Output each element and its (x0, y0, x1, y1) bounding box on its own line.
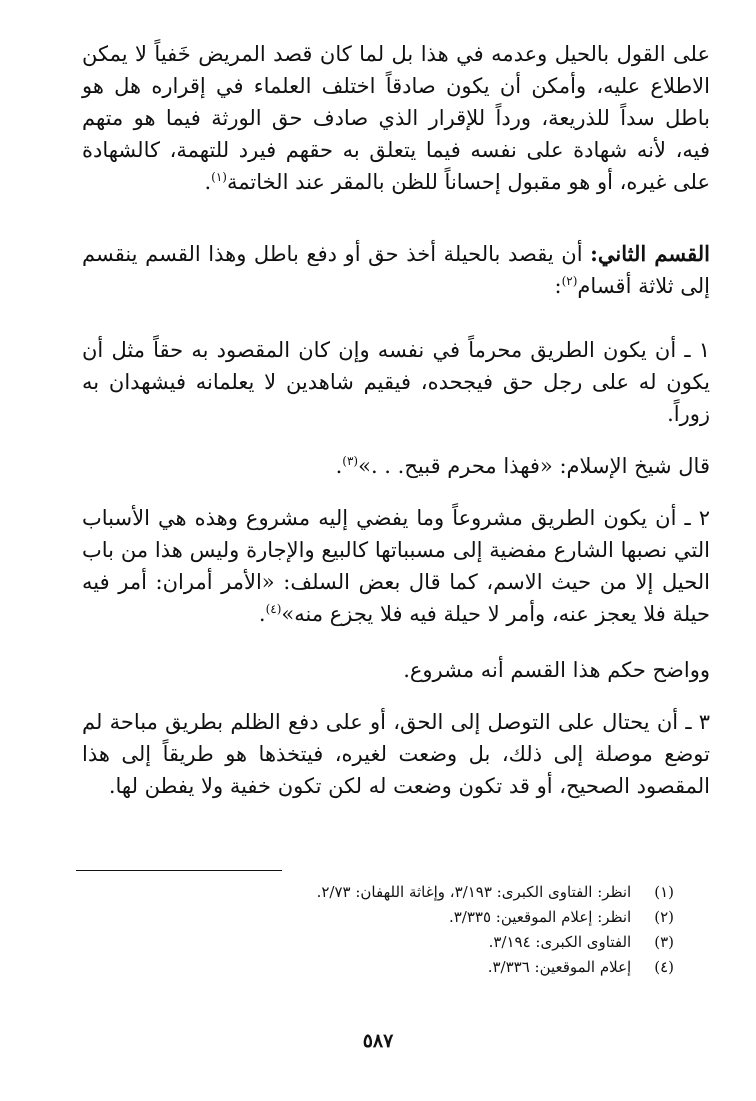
footnotes (200, 880, 674, 980)
paragraph-3 (82, 334, 710, 430)
footnote-ref-1: (١) (211, 170, 227, 184)
footnote-number: (٣) (654, 933, 674, 951)
paragraph-7-text: ٣ ـ أن يحتال على التوصل إلى الحق، أو على دفع الظلم بطريق مباحة لم توضع موصلة إلى ذلك، بل وضعت لغيره، فيتخذها هو طريقاً إلى هذا المقصود الصحيح، أو قد تكون وضعت له لكن تكون خفية ولا يفطن لها. (82, 710, 710, 798)
page-number: ٥٨٧ (362, 1030, 394, 1052)
paragraph-2-end: : (554, 274, 562, 298)
footnote-number: (٤) (654, 958, 674, 976)
paragraph-2 (82, 238, 710, 302)
section-heading: القسم الثاني: (590, 241, 710, 266)
footnote-ref-4: (٤) (265, 602, 282, 616)
paragraph-5-end: . (258, 602, 266, 626)
footnote-4 (200, 955, 674, 980)
paragraph-5-text: ٢ ـ أن يكون الطريق مشروعاً وما يفضي إليه مشروع وهذه هي الأسباب التي نصبها الشارع مفضية إلى مسبباتها كالبيع والإجارة وليس هذا من باب الحيل إلا من حيث الاسم، كما قال بعض السلف: «الأمر أمران: أمر فيه حيلة فلا يعجز عنه، وأمر لا حيلة فيه فلا يجزع منه» (82, 506, 710, 626)
paragraph-3-text: ١ ـ أن يكون الطريق محرماً في نفسه وإن كان المقصود به حقاً مثل أن يكون له على رجل حق فيجحده، فيقيم شاهدين لا يعلمانه فيشهدان به زوراً. (82, 338, 710, 426)
paragraph-6-text: وواضح حكم هذا القسم أنه مشروع. (403, 658, 710, 682)
footnote-number: (٢) (654, 908, 674, 926)
paragraph-2-text: أن يقصد بالحيلة أخذ حق أو دفع باطل وهذا القسم ينقسم إلى ثلاثة أقسام (82, 242, 710, 298)
footnote-3 (200, 930, 674, 955)
footnote-number: (١) (654, 883, 674, 901)
paragraph-1-end: . (204, 170, 212, 194)
footnote-ref-2: (٢) (561, 274, 578, 288)
footnote-divider (76, 870, 282, 871)
footnote-1 (200, 880, 674, 905)
paragraph-7 (82, 706, 710, 802)
paragraph-6 (82, 654, 710, 686)
paragraph-4-end: . (335, 454, 343, 478)
paragraph-1-text: على القول بالحيل وعدمه في هذا بل لما كان قصد المريض خَفياً لا يمكن الاطلاع عليه، وأمكن أن يكون صادقاً اختلف العلماء في إقراره هل هو باطل سداً للذريعة، ورداً للإقرار الذي صادف حق الورثة فيما هو متهم فيه، لأنه شهادة على نفسه فيما يتعلق به حقهم فيرد للتهمة، كالشهادة على غيره، أو هو مقبول إحساناً للظن بالمقر عند الخاتمة (82, 42, 710, 194)
paragraph-4 (82, 450, 710, 482)
footnote-ref-3: (٣) (342, 454, 359, 468)
footnote-text: انظر: إعلام الموقعين: ٣/٣٣٥. (448, 908, 632, 926)
paragraph-1 (82, 38, 710, 198)
paragraph-4-text: قال شيخ الإسلام: «فهذا محرم قبيح. . .» (358, 454, 710, 478)
footnote-text: إعلام الموقعين: ٣/٣٣٦. (487, 958, 632, 976)
footnote-text: انظر: الفتاوى الكبرى: ٣/١٩٣، وإغاثة اللهفان: ٢/٧٣. (316, 883, 632, 901)
footnote-2 (200, 905, 674, 930)
footnote-text: الفتاوى الكبرى: ٣/١٩٤. (488, 933, 632, 951)
paragraph-5 (82, 502, 710, 630)
